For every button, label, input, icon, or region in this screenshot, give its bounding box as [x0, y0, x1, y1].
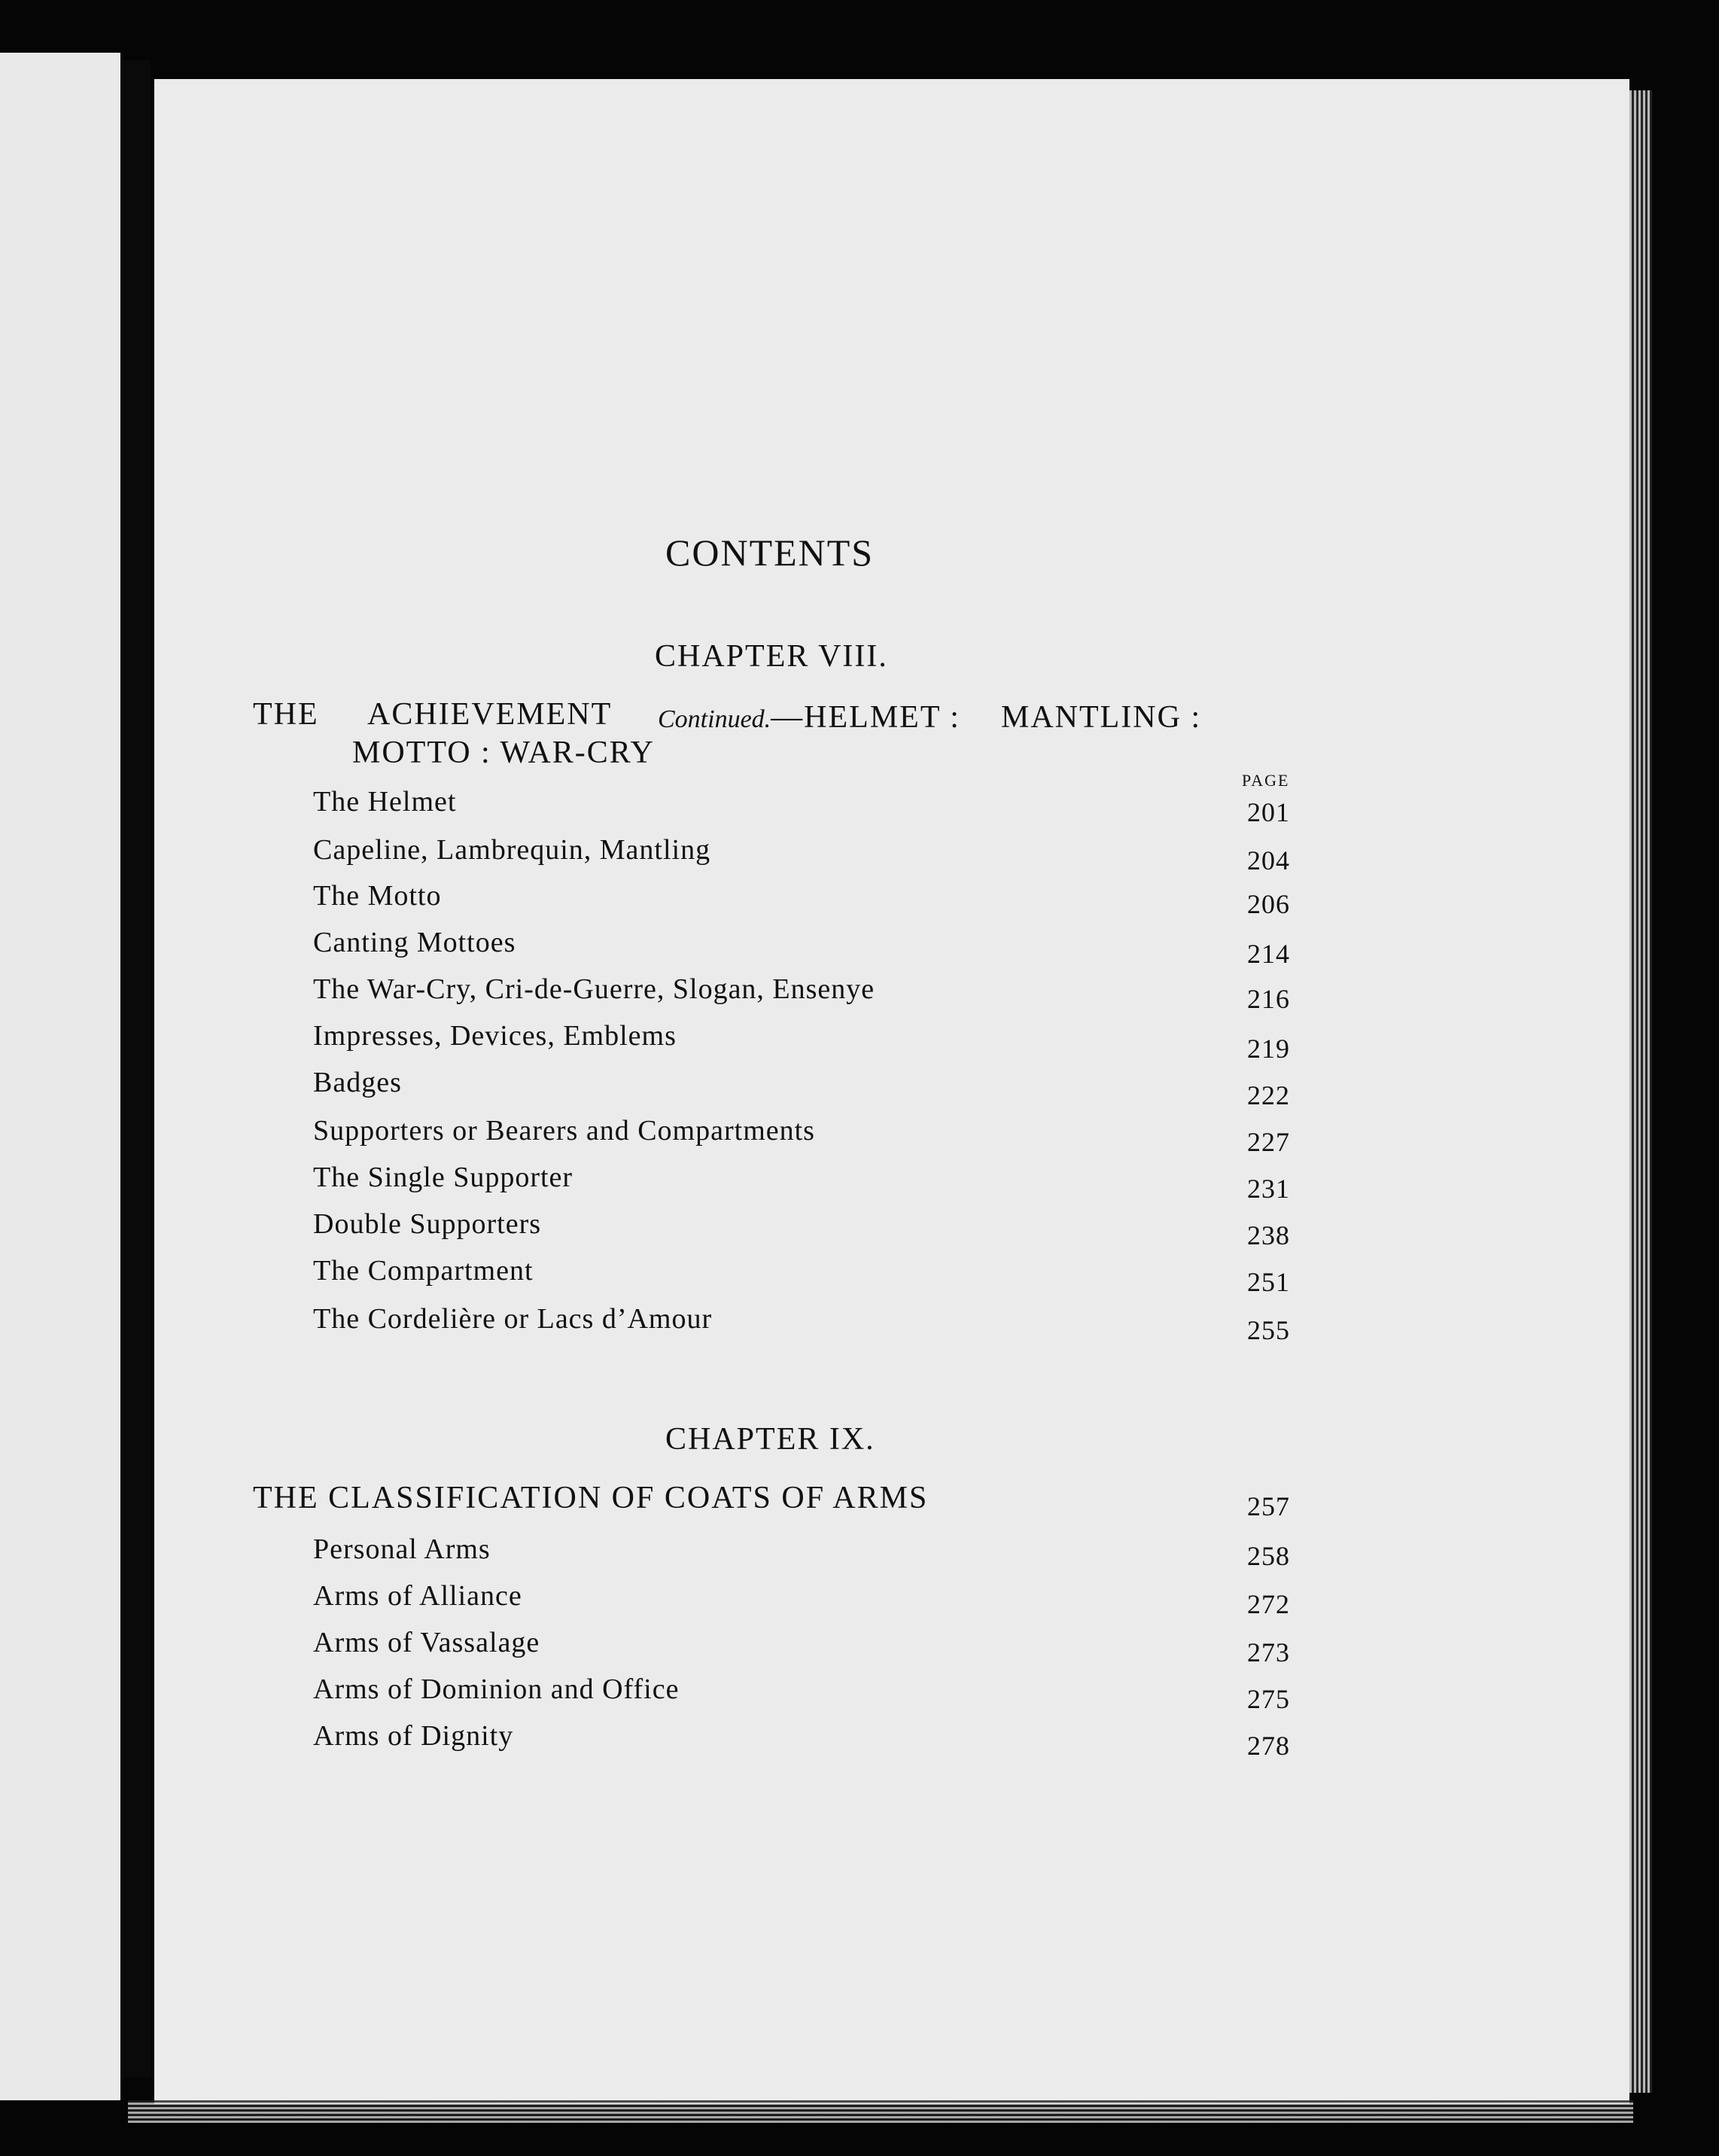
toc-entry-page: 238: [1247, 1220, 1290, 1250]
toc-entry-page: 216: [1247, 984, 1290, 1014]
toc-entry-label: The Cordelière or Lacs d’Amour: [313, 1303, 713, 1335]
chapter-8-section-title: [253, 696, 319, 732]
toc-entry-label: The Helmet: [313, 786, 457, 818]
toc-entry-label: Personal Arms: [313, 1533, 491, 1565]
toc-entry-label: The Single Supporter: [313, 1162, 574, 1193]
toc-entry-label: Arms of Dignity: [313, 1720, 514, 1752]
toc-entry-label: The Compartment: [313, 1255, 534, 1287]
toc-entry-label: Double Supporters: [313, 1208, 542, 1240]
chapter-8-section-title-3: [658, 699, 960, 735]
section-word-the: THE: [253, 697, 319, 732]
toc-entry-page: 206: [1247, 889, 1290, 919]
page-edge-bottom: [128, 2100, 1633, 2123]
chapter-9-heading: CHAPTER IX.: [665, 1422, 875, 1457]
toc-entry-label: Supporters or Bearers and Compartments: [313, 1115, 815, 1147]
toc-entry-label: Arms of Dominion and Office: [313, 1673, 680, 1705]
toc-entry-page: 275: [1247, 1684, 1290, 1714]
chapter-8-heading: CHAPTER VIII.: [655, 639, 888, 674]
toc-entry-page: 204: [1247, 845, 1290, 875]
book-spine: [120, 60, 151, 2078]
page-title: CONTENTS: [665, 531, 875, 574]
page-edge-right: [1629, 90, 1652, 2093]
toc-entry-page: 255: [1247, 1315, 1290, 1345]
toc-entry-label: Arms of Alliance: [313, 1580, 522, 1612]
chapter-8-section-line-2: MOTTO : WAR-CRY: [352, 735, 655, 770]
toc-entry-label: Impresses, Devices, Emblems: [313, 1020, 677, 1052]
page-column-header: PAGE: [1242, 771, 1290, 790]
toc-entry-label: The War-Cry, Cri-de-Guerre, Slogan, Ensenye: [313, 973, 875, 1005]
toc-entry-page: 272: [1247, 1589, 1290, 1619]
section-word-achievement: ACHIEVEMENT: [367, 697, 613, 732]
section-word-continued: Continued.: [658, 705, 771, 733]
toc-entry-label: Canting Mottoes: [313, 927, 516, 958]
facing-page-edge: [0, 53, 120, 2100]
toc-entry-page: 219: [1247, 1034, 1290, 1064]
toc-entry-label: Badges: [313, 1067, 402, 1098]
toc-entry-page: 222: [1247, 1080, 1290, 1110]
toc-entry-page: 227: [1247, 1127, 1290, 1157]
toc-entry-page: 278: [1247, 1731, 1290, 1761]
toc-entry-label: Capeline, Lambrequin, Mantling: [313, 834, 711, 866]
section-word-mantling: MANTLING :: [1001, 700, 1202, 735]
section-word-helmet: —HELMET :: [771, 700, 960, 735]
toc-entry-label: The Motto: [313, 880, 442, 912]
toc-entry-page: 231: [1247, 1174, 1290, 1204]
chapter-8-section-title-4: [1001, 699, 1201, 735]
chapter-8-section-title-2: [367, 696, 612, 732]
chapter-9-section-title: THE CLASSIFICATION OF COATS OF ARMS: [253, 1481, 929, 1515]
toc-entry-page: 214: [1247, 939, 1290, 969]
toc-entry-page: 273: [1247, 1637, 1290, 1667]
toc-entry-label: Arms of Vassalage: [313, 1627, 540, 1658]
toc-entry-page: 258: [1247, 1541, 1290, 1571]
toc-entry-page: 201: [1247, 797, 1290, 827]
chapter-9-section-page: 257: [1247, 1491, 1290, 1521]
toc-entry-page: 251: [1247, 1267, 1290, 1297]
